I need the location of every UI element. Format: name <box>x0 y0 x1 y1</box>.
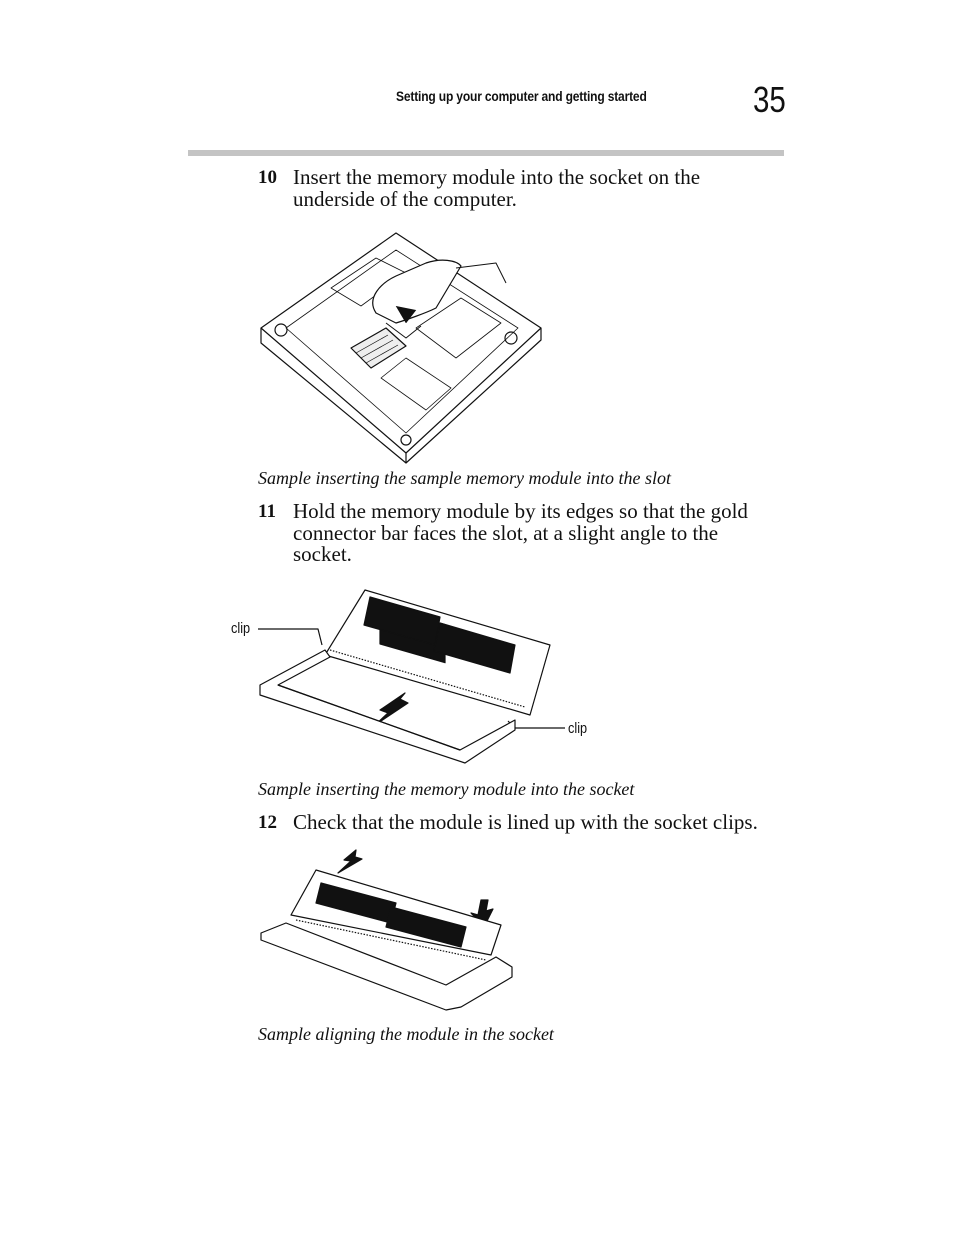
step-text: Check that the module is lined up with the socket clips. <box>293 810 758 834</box>
callout-clip-right: clip <box>568 720 588 737</box>
memory-socket-illustration <box>230 585 570 775</box>
step-text: Hold the memory module by its edges so that the gold connector bar faces the slot, at a slight angle to the socket. <box>293 499 748 566</box>
laptop-underside-illustration <box>256 228 556 463</box>
step-11 <box>258 501 778 566</box>
step-number: 12 <box>258 812 277 833</box>
module-aligned-illustration <box>256 845 526 1020</box>
step-number: 11 <box>258 501 276 522</box>
page-number: 35 <box>753 79 786 120</box>
step-10 <box>258 167 778 210</box>
running-header: Setting up your computer and getting started <box>396 88 647 104</box>
step-number: 10 <box>258 167 277 188</box>
figure-caption-2: Sample inserting the memory module into the socket <box>258 779 635 799</box>
figure-caption-1: Sample inserting the sample memory module into the slot <box>258 468 671 488</box>
figure-caption-3: Sample aligning the module in the socket <box>258 1024 554 1044</box>
step-12 <box>258 812 778 834</box>
header-rule <box>188 150 784 156</box>
step-text: Insert the memory module into the socket on the underside of the computer. <box>293 165 701 211</box>
callout-clip-left: clip <box>231 620 251 637</box>
